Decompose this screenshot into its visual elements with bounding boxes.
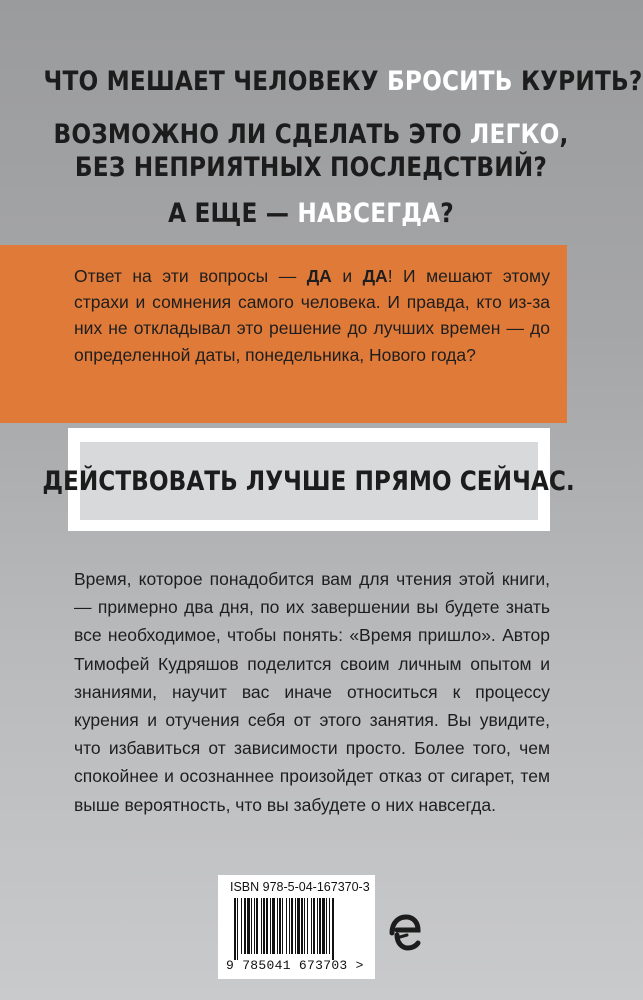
barcode-bar <box>266 898 268 954</box>
question-2-line2: БЕЗ НЕПРИЯТНЫХ ПОСЛЕДСТВИЙ? <box>74 152 548 183</box>
barcode-bar <box>297 898 300 954</box>
answer-text <box>74 263 550 368</box>
barcode-bar <box>295 898 296 954</box>
barcode-bar <box>319 898 321 954</box>
barcode-bar <box>261 898 262 954</box>
barcode-bar <box>244 898 246 954</box>
barcode-bar <box>304 898 305 954</box>
barcode-bar <box>270 898 271 954</box>
question-1-post: КУРИТЬ? <box>512 66 643 97</box>
question-2-pre: ВОЗМОЖНО ЛИ СДЕЛАТЬ ЭТО <box>53 119 471 150</box>
barcode-bar <box>326 898 327 954</box>
barcode-bar <box>289 898 290 954</box>
question-1-highlight: БРОСИТЬ <box>387 66 513 97</box>
barcode-bar <box>277 898 278 954</box>
answer-bold-2: ДА <box>362 266 388 286</box>
cta-text <box>42 442 576 520</box>
answer-bold-1: ДА <box>306 266 332 286</box>
question-2-highlight: ЛЕГКО <box>470 119 560 150</box>
barcode-bar <box>282 898 283 954</box>
barcode-bar <box>322 898 325 954</box>
barcode-bar <box>237 898 238 960</box>
barcode-bar <box>247 898 250 954</box>
question-3 <box>44 198 579 230</box>
barcode-bar <box>256 898 258 954</box>
barcode-bar <box>313 898 315 954</box>
barcode-bar <box>329 898 330 954</box>
barcode-bar <box>241 898 242 954</box>
question-2 <box>44 118 579 184</box>
barcode-bar <box>251 898 252 954</box>
cta-label: ДЕЙСТВОВАТЬ ЛУЧШЕ ПРЯМО СЕЙЧАС. <box>42 465 576 497</box>
barcode-bar <box>286 898 287 954</box>
barcode-bar <box>263 898 265 954</box>
isbn-label: ISBN 978-5-04-167370-3 <box>230 880 370 894</box>
answer-part-1: Ответ на эти вопросы — <box>74 266 307 286</box>
question-3-highlight: НАВСЕГДА <box>297 198 441 229</box>
question-1-pre: ЧТО МЕШАЕТ ЧЕЛОВЕКУ <box>43 66 388 97</box>
barcode-bar <box>311 898 312 954</box>
barcode-bar <box>272 898 275 954</box>
barcode-bars <box>234 898 362 960</box>
barcode-bar <box>307 898 308 954</box>
answer-part-3: ! И мешают этому страхи и сомнения самого человека. И правда, кто из-за них не откладывал это решение до лучших времен — до определенной даты, понедельника, Нового года? <box>74 266 550 365</box>
eksmo-logo-icon <box>387 913 421 953</box>
question-3-post: ? <box>440 198 454 229</box>
barcode-bar <box>291 898 293 954</box>
answer-part-2: и <box>331 266 363 286</box>
barcode-bar <box>332 898 334 960</box>
barcode-digits: 9 785041 673703 > <box>226 958 364 973</box>
barcode-bar <box>317 898 318 954</box>
barcode-bar <box>254 898 255 954</box>
barcode-bar <box>234 898 236 960</box>
question-1 <box>43 66 643 98</box>
barcode-bar <box>301 898 303 954</box>
question-3-pre: А ЕЩЕ — <box>168 198 298 229</box>
question-2-post: , <box>559 119 569 150</box>
description-text: Время, которое понадобится вам для чтения этой книги, — примерно два дня, по их завершении вы будете знать все необходимое, чтобы понять: «Время пришло». Автор Тимофей Кудряшов поделится своим личным опытом и знаниями, научит вас иначе относиться к процессу курения и отучения себя от этого занятия. Вы увидите, что избавиться от зависимости просто. Более того, чем спокойнее и осознаннее произойдет отказ от сигарет, тем выше вероятность, что вы забудете о них навсегда. <box>74 569 550 815</box>
barcode-bar <box>279 898 281 954</box>
